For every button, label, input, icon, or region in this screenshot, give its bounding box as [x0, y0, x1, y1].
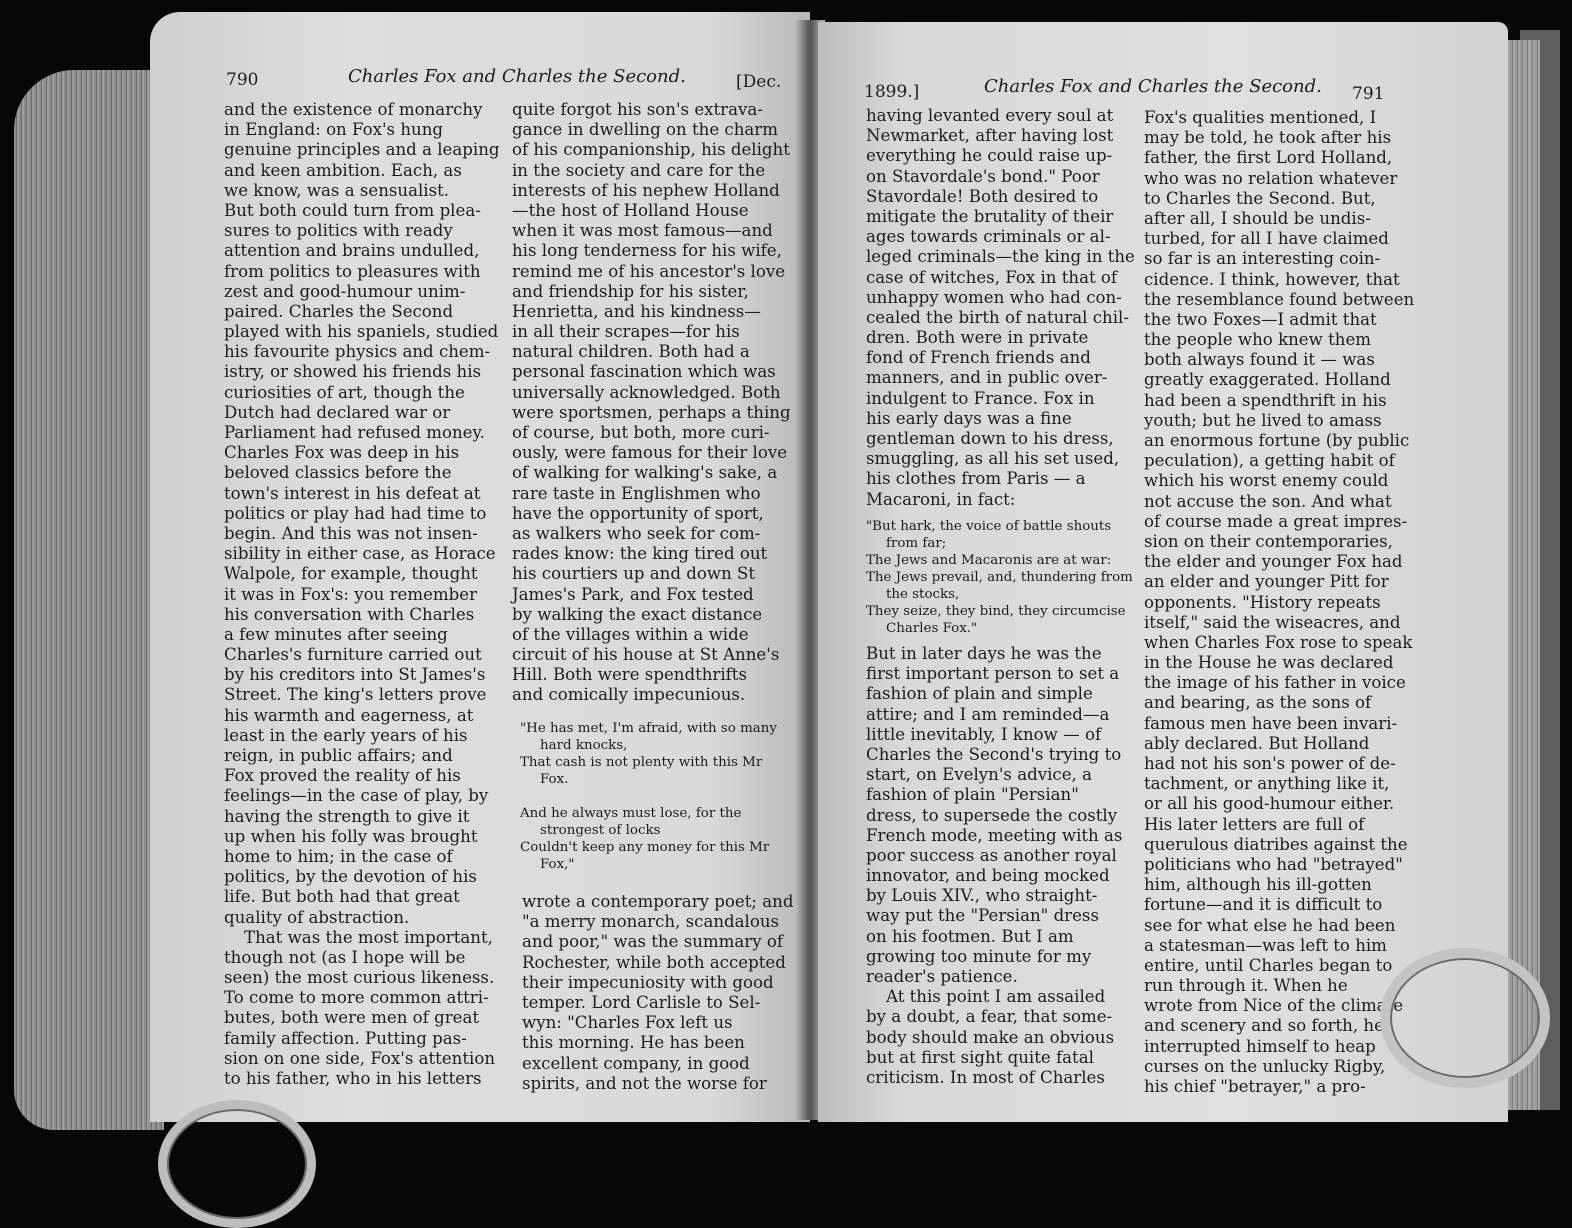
text-line: played with his spaniels, studied: [224, 322, 499, 342]
text-line: both always found it — was: [1144, 350, 1375, 370]
text-line: Rochester, while both accepted: [522, 952, 786, 972]
text-line: mitigate the brutality of their: [866, 206, 1114, 226]
text-line: of his companionship, his delight: [512, 140, 790, 160]
text-line: sures to politics with ready: [224, 221, 453, 241]
text-line: "He has met, I'm afraid, with so many: [520, 721, 777, 736]
text-line: his chief "betrayer," a pro-: [1144, 1077, 1366, 1096]
text-line: and keen ambition. Each, as: [224, 160, 462, 180]
text-line: we know, was a sensualist.: [224, 180, 450, 200]
text-line: the elder and younger Fox had: [1144, 552, 1403, 572]
text-line: istry, or showed his friends his: [224, 362, 482, 382]
text-line: excellent company, in good: [522, 1053, 750, 1073]
text-line: Parliament had refused money.: [224, 423, 485, 442]
text-line: turbed, for all I have claimed: [1144, 229, 1389, 249]
right-column-1: [866, 106, 1135, 510]
binder-clip-right: [1380, 948, 1550, 1088]
text-line: James's Park, and Fox tested: [512, 584, 754, 604]
text-line: Charles's furniture carried out: [224, 645, 482, 665]
text-line: had not his son's power of de-: [1144, 754, 1396, 773]
text-line: gentleman down to his dress,: [866, 429, 1114, 448]
text-line: Couldn't keep any money for this Mr: [520, 840, 770, 855]
left-column-2: [512, 100, 791, 706]
text-line: their impecuniosity with good: [522, 972, 774, 992]
text-line: "a merry monarch, scandalous: [522, 912, 780, 932]
text-line: spirits, and not the worse for: [522, 1073, 767, 1093]
text-line: smuggling, as all his set used,: [866, 449, 1120, 469]
text-line: [520, 788, 782, 805]
text-line: politics, by the devotion of his: [224, 867, 477, 887]
text-line: sion on their contemporaries,: [1144, 531, 1393, 551]
text-line: his clothes from Paris — a: [866, 469, 1086, 489]
text-line: who was no relation whatever: [1144, 168, 1398, 188]
text-line: by Louis XIV., who straight-: [866, 886, 1098, 906]
text-line: in the society and care for the: [512, 160, 766, 180]
text-line: fashion of plain "Persian": [866, 785, 1079, 805]
right-column-2: [1144, 108, 1415, 1097]
text-line: criticism. In most of Charles: [866, 1067, 1105, 1087]
text-line: begin. And this was not insen-: [224, 523, 478, 543]
text-line: and friendship for his sister,: [512, 281, 749, 301]
text-line: ably declared. But Holland: [1144, 733, 1370, 753]
text-line: him, although his ill-gotten: [1144, 875, 1372, 895]
text-line: politicians who had "betrayed": [1144, 854, 1403, 874]
text-line: way put the "Persian" dress: [866, 906, 1099, 926]
text-line: in all their scrapes—for his: [512, 322, 740, 342]
text-line: genuine principles and a leaping: [224, 140, 500, 160]
text-line: Charles Fox.": [886, 621, 978, 636]
text-line: up when his folly was brought: [224, 826, 478, 846]
text-line: dren. Both were in private: [866, 328, 1089, 348]
text-line: the image of his father in voice: [1144, 673, 1406, 693]
text-line: attention and brains undulled,: [224, 241, 480, 261]
text-line: case of witches, Fox in that of: [866, 267, 1118, 287]
left-running-head: [226, 66, 786, 100]
text-line: Dutch had declared war or: [224, 402, 451, 422]
text-line: "But hark, the voice of battle shouts: [866, 519, 1112, 534]
text-line: but at first sight quite fatal: [866, 1047, 1094, 1067]
text-line: Charles the Second's trying to: [866, 744, 1122, 764]
text-line: little inevitably, I know — of: [866, 724, 1102, 744]
text-line: Fox.: [540, 772, 569, 787]
text-line: manners, and in public over-: [866, 368, 1108, 388]
text-line: a few minutes after seeing: [224, 624, 448, 644]
text-line: youth; but he lived to amass: [1144, 410, 1382, 430]
text-line: They seize, they bind, they circumcise: [866, 604, 1126, 619]
text-line: after all, I should be undis-: [1144, 208, 1371, 228]
text-line: That was the most important,: [244, 927, 493, 947]
text-line: Charles Fox was deep in his: [224, 443, 460, 463]
text-line: first important person to set a: [866, 664, 1120, 684]
text-line: had been a spendthrift in his: [1144, 390, 1387, 410]
text-line: universally acknowledged. Both: [512, 382, 781, 402]
text-line: his early days was a fine: [866, 408, 1072, 428]
binder-clip-left: [158, 1100, 316, 1228]
text-line: life. But both had that great: [224, 887, 460, 907]
text-line: interests of his nephew Holland: [512, 180, 780, 200]
text-line: beloved classics before the: [224, 463, 452, 483]
text-line: as walkers who seek for com-: [512, 523, 761, 543]
text-line: his long tenderness for his wife,: [512, 241, 782, 261]
text-line: of walking for walking's sake, a: [512, 463, 778, 483]
text-line: zest and good-humour unim-: [224, 281, 466, 301]
right-page: [818, 22, 1508, 1122]
text-line: growing too minute for my: [866, 946, 1092, 966]
text-line: querulous diatribes against the: [1144, 834, 1408, 854]
text-line: fond of French friends and: [866, 348, 1091, 368]
text-line: of course made a great impres-: [1144, 511, 1408, 531]
text-line: from politics to pleasures with: [224, 261, 481, 281]
text-line: But both could turn from plea-: [224, 200, 481, 220]
text-line: the stocks,: [886, 587, 960, 602]
text-line: on his footmen. But I am: [866, 926, 1074, 946]
text-line: seen) the most curious likeness.: [224, 968, 495, 988]
text-line: sion on one side, Fox's attention: [224, 1048, 496, 1068]
running-title: Charles Fox and Charles the Second.: [984, 76, 1322, 97]
text-line: town's interest in his defeat at: [224, 483, 481, 503]
left-column-2-continued: [522, 892, 794, 1094]
text-line: famous men have been invari-: [1144, 713, 1398, 733]
page-edges-left: [14, 70, 164, 1130]
date-mark: 1899.]: [864, 82, 920, 102]
text-line: circuit of his house at St Anne's: [512, 645, 780, 665]
text-line: indulgent to France. Fox in: [866, 388, 1095, 408]
text-line: having levanted every soul at: [866, 106, 1114, 125]
text-line: wrote a contemporary poet; and: [522, 892, 794, 911]
text-line: family affection. Putting pas-: [224, 1028, 467, 1048]
text-line: personal fascination which was: [512, 362, 776, 382]
text-line: and comically impecunious.: [512, 685, 746, 705]
text-line: cealed the birth of natural chil-: [866, 307, 1129, 327]
right-column-1-continued: [866, 644, 1128, 1088]
text-line: see for what else he had been: [1144, 915, 1396, 935]
text-line: entire, until Charles began to: [1144, 955, 1393, 975]
text-line: At this point I am assailed: [886, 987, 1106, 1007]
text-line: —the host of Holland House: [512, 200, 749, 220]
text-line: curiosities of art, though the: [224, 382, 465, 402]
text-line: though not (as I hope will be: [224, 947, 466, 967]
text-line: and poor," was the summary of: [522, 932, 783, 952]
text-line: of the villages within a wide: [512, 624, 749, 644]
text-line: the resemblance found between: [1144, 289, 1415, 309]
text-line: or all his good-humour either.: [1144, 794, 1395, 814]
text-line: The Jews and Macaronis are at war:: [866, 553, 1112, 568]
text-line: His later letters are full of: [1144, 814, 1365, 834]
text-line: ages towards criminals or al-: [866, 227, 1111, 247]
text-line: fortune—and it is difficult to: [1144, 895, 1383, 915]
text-line: his favourite physics and chem-: [224, 342, 491, 362]
text-line: of course, but both, more curi-: [512, 423, 770, 442]
text-line: start, on Evelyn's advice, a: [866, 765, 1092, 785]
text-line: quite forgot his son's extrava-: [512, 100, 763, 119]
text-line: his warmth and eagerness, at: [224, 705, 474, 725]
text-line: and bearing, as the sons of: [1144, 693, 1372, 713]
text-line: to his father, who in his letters: [224, 1069, 482, 1088]
text-line: Hill. Both were spendthrifts: [512, 665, 747, 685]
page-number: 790: [226, 70, 259, 90]
text-line: Newmarket, after having lost: [866, 126, 1114, 146]
text-line: Fox proved the reality of his: [224, 766, 461, 786]
text-line: having the strength to give it: [224, 806, 470, 826]
text-line: ously, were famous for their love: [512, 443, 788, 463]
text-line: feelings—in the case of play, by: [224, 786, 489, 806]
text-line: the people who knew them: [1144, 330, 1372, 350]
text-line: natural children. Both had a: [512, 342, 750, 362]
text-line: an elder and younger Pitt for: [1144, 572, 1389, 592]
text-line: which his worst enemy could: [1144, 471, 1389, 491]
text-line: politics or play had had time to: [224, 503, 487, 523]
text-line: and scenery and so forth, he: [1144, 1016, 1384, 1036]
text-line: tachment, or anything like it,: [1144, 774, 1390, 794]
text-line: by walking the exact distance: [512, 604, 763, 624]
text-line: unhappy women who had con-: [866, 287, 1122, 307]
text-line: everything he could raise up-: [866, 146, 1113, 166]
text-line: Stavordale! Both desired to: [866, 186, 1099, 206]
text-line: may be told, he took after his: [1144, 128, 1392, 148]
text-line: wyn: "Charles Fox left us: [522, 1013, 733, 1033]
text-line: have the opportunity of sport,: [512, 503, 764, 523]
text-line: quality of abstraction.: [224, 907, 410, 927]
text-line: fashion of plain and simple: [866, 684, 1093, 704]
text-line: from far;: [886, 536, 947, 551]
date-mark: [Dec.: [736, 72, 782, 92]
text-line: Fox,": [540, 857, 575, 872]
block-quote: [866, 518, 1133, 637]
text-line: to Charles the Second. But,: [1144, 188, 1376, 208]
text-line: rades know: the king tired out: [512, 544, 768, 564]
text-line: But in later days he was the: [866, 644, 1102, 663]
left-page: [150, 12, 810, 1122]
text-line: itself," said the wiseacres, and: [1144, 612, 1401, 632]
text-line: and the existence of monarchy: [224, 100, 483, 119]
text-line: hard knocks,: [540, 738, 628, 753]
text-line: Fox's qualities mentioned, I: [1144, 108, 1377, 127]
text-line: Henrietta, and his kindness—: [512, 301, 761, 321]
text-line: it was in Fox's: you remember: [224, 584, 478, 604]
text-line: poor success as another royal: [866, 845, 1117, 865]
text-line: wrote from Nice of the climate: [1144, 996, 1404, 1016]
text-line: when Charles Fox rose to speak: [1144, 632, 1413, 652]
text-line: innovator, and being mocked: [866, 866, 1110, 886]
text-line: peculation), a getting habit of: [1144, 451, 1395, 471]
text-line: his conversation with Charles: [224, 604, 475, 624]
text-line: temper. Lord Carlisle to Sel-: [522, 992, 761, 1012]
text-line: interrupted himself to heap: [1144, 1036, 1376, 1056]
text-line: so far is an interesting coin-: [1144, 249, 1381, 269]
text-line: least in the early years of his: [224, 725, 468, 745]
block-quote: [520, 720, 782, 873]
text-line: were sportsmen, perhaps a thing: [512, 402, 791, 422]
left-column-1: [224, 100, 500, 1089]
text-line: run through it. When he: [1144, 976, 1348, 996]
text-line: on Stavordale's bond." Poor: [866, 166, 1100, 186]
text-line: strongest of locks: [540, 823, 661, 838]
text-line: cidence. I think, however, that: [1144, 269, 1400, 289]
text-line: rare taste in Englishmen who: [512, 483, 761, 503]
text-line: sibility in either case, as Horace: [224, 544, 496, 564]
text-line: an enormous fortune (by public: [1144, 431, 1410, 450]
text-line: Street. The king's letters prove: [224, 685, 487, 705]
text-line: when it was most famous—and: [512, 221, 773, 241]
text-line: paired. Charles the Second: [224, 301, 454, 321]
text-line: And he always must lose, for the: [520, 806, 742, 821]
text-line: home to him; in the case of: [224, 846, 453, 866]
text-line: by his creditors into St James's: [224, 665, 486, 685]
text-line: butes, both were men of great: [224, 1008, 480, 1028]
text-line: Macaroni, in fact:: [866, 489, 1016, 509]
text-line: To come to more common attri-: [224, 988, 489, 1008]
text-line: body should make an obvious: [866, 1027, 1115, 1047]
text-line: father, the first Lord Holland,: [1144, 148, 1393, 168]
text-line: French mode, meeting with as: [866, 825, 1123, 845]
text-line: leged criminals—the king in the: [866, 247, 1135, 267]
text-line: a statesman—was left to him: [1144, 935, 1387, 955]
text-line: opponents. "History repeats: [1144, 592, 1381, 612]
page-number: 791: [1352, 84, 1385, 104]
text-line: That cash is not plenty with this Mr: [520, 755, 763, 770]
text-line: by a doubt, a fear, that some-: [866, 1007, 1113, 1027]
right-running-head: [864, 76, 1384, 110]
text-line: his courtiers up and down St: [512, 564, 756, 584]
text-line: the two Foxes—I admit that: [1144, 309, 1377, 329]
running-title: Charles Fox and Charles the Second.: [348, 66, 686, 87]
text-line: dress, to supersede the costly: [866, 805, 1118, 825]
text-line: greatly exaggerated. Holland: [1144, 370, 1391, 390]
text-line: gance in dwelling on the charm: [512, 120, 778, 140]
text-line: remind me of his ancestor's love: [512, 261, 786, 281]
text-line: this morning. He has been: [522, 1033, 745, 1053]
text-line: The Jews prevail, and, thundering from: [866, 570, 1133, 585]
text-line: reader's patience.: [866, 967, 1018, 986]
text-line: in the House he was declared: [1144, 653, 1394, 673]
text-line: curses on the unlucky Rigby,: [1144, 1056, 1386, 1076]
text-line: Walpole, for example, thought: [224, 564, 478, 584]
text-line: not accuse the son. And what: [1144, 491, 1392, 511]
text-line: attire; and I am reminded—a: [866, 704, 1110, 724]
text-line: reign, in public affairs; and: [224, 746, 453, 765]
text-line: in England: on Fox's hung: [224, 120, 444, 140]
